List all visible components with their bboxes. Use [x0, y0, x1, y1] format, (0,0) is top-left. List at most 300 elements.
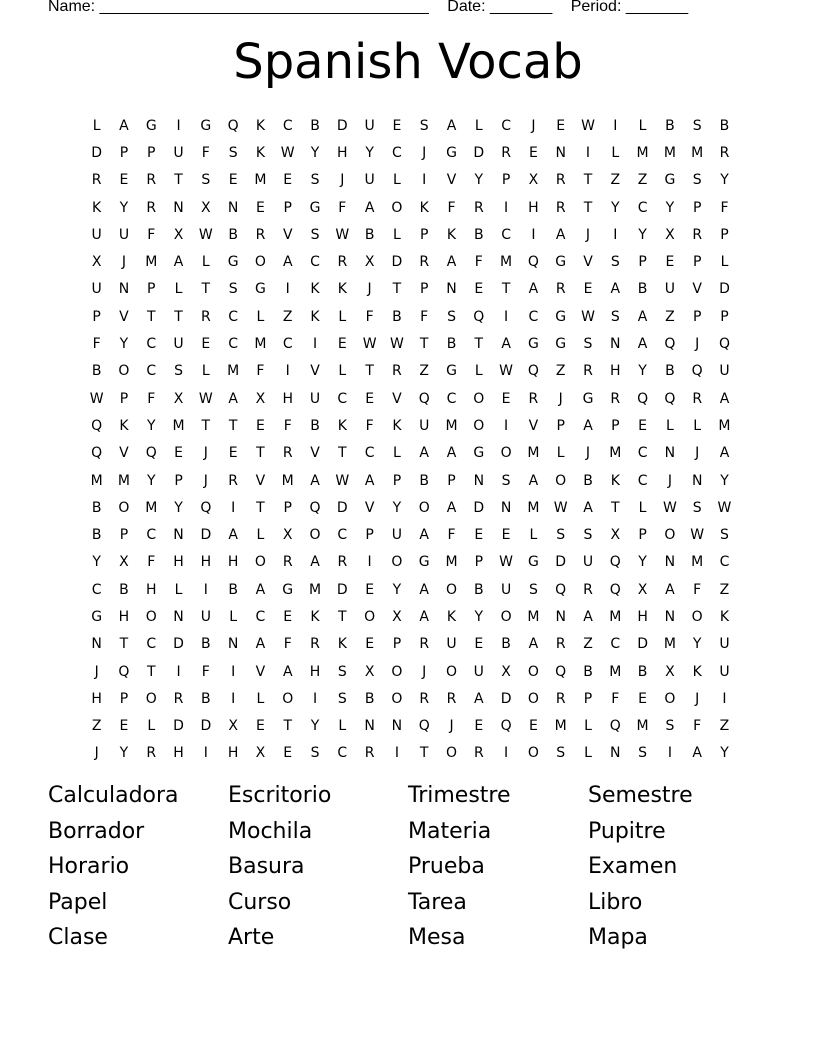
- grid-letter: M: [117, 472, 130, 489]
- grid-letter: X: [364, 254, 375, 271]
- grid-letter: C: [501, 117, 511, 134]
- grid-letter: G: [145, 117, 157, 134]
- grid-letter: X: [201, 199, 211, 216]
- grid-letter: J: [695, 336, 700, 353]
- grid-letter: G: [200, 117, 212, 134]
- grid-letter: C: [610, 636, 621, 653]
- grid-letter: S: [720, 527, 729, 544]
- grid-letter: F: [201, 663, 210, 680]
- grid-letter: P: [720, 308, 729, 325]
- grid-letter: Z: [555, 363, 566, 380]
- grid-letter: K: [692, 663, 702, 680]
- grid-letter: A: [528, 281, 539, 298]
- grid-letter: R: [146, 745, 157, 762]
- grid-letter: E: [365, 390, 375, 407]
- grid-letter: K: [446, 608, 457, 625]
- grid-letter: X: [665, 226, 675, 243]
- grid-letter: F: [447, 199, 456, 216]
- grid-letter: R: [282, 445, 293, 462]
- word-list-item: Curso: [228, 889, 292, 915]
- grid-letter: D: [336, 581, 348, 598]
- grid-letter: I: [504, 745, 509, 762]
- word-list-item: Papel: [48, 889, 108, 915]
- grid-letter: K: [255, 144, 266, 161]
- grid-letter: O: [555, 472, 567, 489]
- grid-letter: A: [419, 581, 429, 598]
- grid-letter: S: [310, 226, 320, 243]
- grid-letter: P: [174, 472, 183, 489]
- grid-letter: Y: [146, 472, 156, 489]
- grid-letter: W: [280, 144, 295, 161]
- grid-letter: P: [474, 554, 484, 571]
- grid-letter: N: [364, 718, 375, 735]
- grid-letter: L: [638, 499, 647, 516]
- grid-letter: O: [118, 499, 130, 516]
- grid-letter: V: [119, 445, 129, 462]
- grid-letter: C: [255, 608, 266, 625]
- grid-letter: R: [555, 636, 566, 653]
- grid-letter: R: [446, 690, 457, 707]
- grid-letter: A: [282, 663, 293, 680]
- grid-letter: I: [285, 281, 290, 298]
- grid-letter: L: [556, 445, 565, 462]
- grid-letter: B: [392, 308, 402, 325]
- grid-letter: A: [282, 254, 293, 271]
- grid-letter: H: [282, 390, 293, 407]
- grid-letter: Q: [227, 117, 239, 134]
- grid-letter: S: [228, 281, 238, 298]
- grid-letter: A: [501, 336, 511, 353]
- word-search-grid: [83, 112, 738, 767]
- grid-letter: F: [365, 308, 374, 325]
- grid-letter: B: [474, 226, 484, 243]
- grid-letter: U: [173, 144, 184, 161]
- grid-letter: N: [227, 199, 239, 216]
- grid-letter: U: [364, 117, 375, 134]
- grid-letter: C: [446, 390, 457, 407]
- grid-letter: H: [91, 690, 102, 707]
- grid-letter: R: [419, 690, 430, 707]
- grid-letter: D: [173, 636, 184, 653]
- grid-letter: F: [338, 199, 347, 216]
- grid-letter: Y: [720, 472, 729, 489]
- grid-letter: L: [338, 308, 347, 325]
- grid-letter: C: [337, 390, 348, 407]
- grid-letter: C: [146, 363, 157, 380]
- grid-letter: A: [419, 527, 429, 544]
- grid-letter: G: [664, 172, 676, 189]
- grid-letter: Y: [474, 172, 484, 189]
- grid-letter: X: [392, 608, 402, 625]
- grid-letter: I: [613, 117, 618, 134]
- grid-letter: K: [337, 636, 347, 653]
- grid-letter: P: [692, 254, 702, 271]
- grid-letter: A: [719, 390, 730, 407]
- grid-letter: N: [610, 336, 621, 353]
- grid-letter: F: [201, 144, 210, 161]
- grid-letter: A: [173, 254, 184, 271]
- grid-letter: L: [474, 117, 483, 134]
- grid-letter: X: [228, 718, 238, 735]
- grid-letter: N: [446, 281, 457, 298]
- grid-letter: S: [610, 308, 620, 325]
- grid-letter: M: [718, 417, 731, 434]
- grid-letter: N: [691, 472, 703, 489]
- grid-letter: B: [446, 336, 457, 353]
- grid-letter: A: [364, 199, 375, 216]
- grid-letter: H: [118, 608, 130, 625]
- grid-letter: G: [309, 199, 321, 216]
- grid-letter: O: [254, 254, 266, 271]
- grid-letter: Y: [720, 745, 729, 762]
- grid-letter: J: [667, 472, 672, 489]
- grid-letter: E: [365, 581, 375, 598]
- grid-letter: X: [637, 581, 648, 598]
- grid-letter: L: [393, 226, 401, 243]
- grid-letter: E: [337, 336, 347, 353]
- grid-letter: E: [228, 172, 238, 189]
- grid-letter: S: [310, 172, 320, 189]
- word-list-item: Calculadora: [48, 783, 179, 808]
- grid-letter: M: [500, 254, 513, 271]
- grid-letter: Y: [638, 363, 647, 380]
- grid-letter: E: [501, 390, 511, 407]
- grid-letter: S: [556, 527, 566, 544]
- grid-letter: O: [364, 608, 376, 625]
- grid-letter: A: [583, 499, 593, 516]
- word-list-item: Escritorio: [228, 783, 332, 808]
- grid-letter: H: [337, 144, 348, 161]
- grid-letter: F: [147, 554, 156, 571]
- word-list-item: Mochila: [228, 818, 313, 844]
- grid-letter: L: [338, 718, 347, 735]
- grid-letter: I: [312, 690, 318, 707]
- grid-letter: O: [118, 363, 130, 380]
- grid-letter: B: [474, 581, 484, 598]
- grid-letter: E: [201, 336, 211, 353]
- grid-letter: P: [119, 390, 129, 407]
- grid-letter: J: [422, 663, 427, 680]
- grid-letter: A: [310, 472, 320, 489]
- grid-letter: Q: [637, 390, 649, 407]
- grid-letter: J: [695, 445, 700, 462]
- grid-letter: H: [173, 745, 184, 762]
- grid-letter: Z: [719, 718, 730, 735]
- grid-letter: E: [556, 117, 566, 134]
- grid-letter: Q: [118, 663, 130, 680]
- grid-letter: A: [446, 445, 457, 462]
- grid-letter: M: [636, 718, 649, 735]
- grid-letter: K: [119, 417, 129, 434]
- grid-letter: I: [531, 226, 536, 243]
- grid-letter: P: [447, 472, 456, 489]
- grid-letter: R: [310, 636, 320, 653]
- word-list-item: Mapa: [588, 925, 648, 950]
- grid-letter: L: [147, 718, 156, 735]
- grid-letter: V: [583, 254, 593, 271]
- grid-letter: S: [692, 172, 702, 189]
- grid-letter: N: [391, 718, 403, 735]
- grid-letter: U: [309, 390, 321, 407]
- grid-letter: W: [499, 363, 514, 380]
- grid-letter: W: [362, 336, 377, 353]
- grid-letter: A: [228, 390, 238, 407]
- grid-letter: A: [719, 445, 730, 462]
- grid-letter: V: [446, 172, 457, 189]
- grid-letter: Z: [719, 581, 730, 598]
- grid-letter: W: [662, 499, 677, 516]
- grid-letter: P: [692, 308, 702, 325]
- grid-letter: E: [583, 281, 593, 298]
- grid-letter: M: [663, 144, 676, 161]
- grid-letter: W: [335, 226, 350, 243]
- grid-letter: G: [418, 554, 430, 571]
- grid-letter: F: [283, 417, 292, 434]
- grid-letter: P: [392, 472, 402, 489]
- grid-letter: B: [364, 226, 375, 243]
- grid-letter: H: [173, 554, 184, 571]
- grid-letter: R: [228, 472, 238, 489]
- grid-letter: L: [174, 581, 183, 598]
- grid-letter: Q: [200, 499, 212, 516]
- grid-letter: I: [504, 417, 509, 434]
- grid-letter: P: [720, 226, 729, 243]
- grid-letter: R: [91, 172, 102, 189]
- grid-letter: R: [419, 254, 430, 271]
- grid-letter: O: [664, 690, 676, 707]
- grid-letter: C: [364, 445, 375, 462]
- grid-letter: A: [637, 336, 648, 353]
- grid-letter: Z: [637, 172, 648, 189]
- grid-letter: B: [583, 663, 593, 680]
- grid-letter: P: [638, 527, 647, 544]
- grid-letter: Q: [309, 499, 321, 516]
- grid-letter: T: [256, 445, 265, 462]
- grid-letter: R: [528, 390, 539, 407]
- grid-letter: U: [419, 417, 430, 434]
- grid-letter: O: [282, 690, 294, 707]
- grid-letter: V: [528, 417, 539, 434]
- grid-letter: A: [665, 581, 675, 598]
- grid-letter: S: [337, 663, 347, 680]
- grid-letter: F: [147, 226, 156, 243]
- grid-letter: A: [446, 117, 457, 134]
- grid-letter: R: [419, 636, 430, 653]
- grid-letter: C: [637, 445, 648, 462]
- grid-letter: T: [201, 281, 211, 298]
- grid-letter: Y: [119, 745, 129, 762]
- grid-letter: T: [501, 281, 511, 298]
- grid-letter: G: [446, 144, 457, 161]
- grid-letter: S: [337, 690, 347, 707]
- grid-letter: N: [555, 608, 566, 625]
- grid-letter: N: [664, 608, 676, 625]
- grid-letter: V: [119, 308, 129, 325]
- grid-letter: G: [527, 554, 539, 571]
- grid-letter: O: [309, 527, 321, 544]
- grid-letter: X: [528, 172, 539, 189]
- grid-letter: B: [228, 581, 238, 598]
- grid-letter: B: [637, 281, 648, 298]
- grid-letter: R: [392, 363, 402, 380]
- grid-letter: C: [392, 144, 402, 161]
- grid-letter: W: [335, 472, 350, 489]
- grid-letter: E: [283, 172, 293, 189]
- grid-letter: O: [664, 527, 676, 544]
- grid-letter: B: [201, 636, 211, 653]
- grid-letter: O: [391, 554, 403, 571]
- grid-letter: E: [665, 254, 675, 271]
- grid-letter: A: [583, 417, 593, 434]
- grid-letter: Q: [609, 554, 621, 571]
- grid-letter: C: [146, 336, 157, 353]
- grid-letter: F: [474, 254, 483, 271]
- grid-letter: R: [255, 226, 266, 243]
- grid-letter: J: [94, 745, 99, 762]
- grid-letter: V: [364, 499, 375, 516]
- grid-letter: X: [665, 663, 675, 680]
- grid-letter: J: [94, 663, 99, 680]
- grid-letter: L: [584, 718, 592, 735]
- grid-letter: G: [555, 336, 567, 353]
- grid-letter: T: [365, 363, 374, 380]
- grid-letter: J: [121, 254, 127, 271]
- grid-letter: B: [583, 472, 593, 489]
- grid-letter: L: [474, 363, 483, 380]
- grid-letter: A: [446, 254, 457, 271]
- grid-letter: B: [665, 363, 675, 380]
- grid-letter: A: [419, 445, 429, 462]
- word-list-item: Trimestre: [408, 783, 511, 808]
- grid-letter: Y: [392, 581, 402, 598]
- date-field: Date: _______: [447, 0, 553, 15]
- grid-letter: L: [720, 254, 729, 271]
- grid-letter: U: [173, 336, 184, 353]
- grid-letter: G: [527, 336, 539, 353]
- grid-letter: E: [256, 199, 265, 216]
- grid-letter: M: [609, 445, 622, 462]
- grid-letter: L: [256, 308, 265, 325]
- grid-letter: C: [228, 336, 239, 353]
- grid-letter: X: [255, 390, 266, 407]
- grid-letter: G: [227, 254, 239, 271]
- grid-letter: Y: [146, 417, 156, 434]
- grid-letter: G: [446, 363, 457, 380]
- grid-letter: S: [665, 718, 675, 735]
- grid-letter: W: [581, 117, 595, 134]
- grid-letter: P: [419, 226, 429, 243]
- grid-letter: M: [663, 636, 676, 653]
- grid-letter: D: [719, 281, 730, 298]
- grid-letter: Y: [119, 199, 129, 216]
- grid-letter: V: [310, 445, 320, 462]
- grid-letter: N: [227, 636, 239, 653]
- grid-letter: I: [504, 308, 509, 325]
- grid-letter: N: [118, 281, 130, 298]
- word-list-item: Materia: [408, 818, 492, 844]
- grid-letter: O: [473, 390, 485, 407]
- grid-letter: E: [174, 445, 183, 462]
- grid-letter: P: [692, 199, 702, 216]
- grid-letter: D: [473, 144, 485, 161]
- grid-letter: T: [283, 718, 292, 735]
- word-list: [48, 778, 768, 956]
- grid-letter: I: [176, 117, 181, 134]
- grid-letter: B: [310, 117, 320, 134]
- word-list-item: Pupitre: [588, 818, 666, 844]
- grid-letter: O: [527, 663, 539, 680]
- grid-letter: I: [203, 581, 208, 598]
- grid-letter: U: [582, 554, 594, 571]
- grid-letter: P: [147, 144, 156, 161]
- grid-letter: L: [529, 527, 538, 544]
- grid-letter: N: [664, 554, 676, 571]
- grid-letter: S: [692, 117, 702, 134]
- grid-letter: V: [692, 281, 702, 298]
- word-list-item: Semestre: [588, 783, 693, 808]
- grid-letter: T: [338, 608, 347, 625]
- grid-letter: R: [337, 554, 348, 571]
- grid-letter: I: [312, 336, 318, 353]
- grid-letter: M: [691, 144, 704, 161]
- grid-letter: R: [583, 581, 593, 598]
- grid-letter: X: [282, 527, 293, 544]
- grid-letter: M: [554, 718, 567, 735]
- grid-letter: Q: [555, 663, 567, 680]
- grid-letter: U: [364, 172, 375, 189]
- word-list-item: Mesa: [408, 925, 466, 950]
- grid-letter: B: [364, 690, 375, 707]
- grid-letter: W: [389, 336, 404, 353]
- grid-letter: D: [336, 117, 348, 134]
- grid-letter: Q: [473, 308, 485, 325]
- grid-letter: A: [583, 608, 593, 625]
- grid-letter: D: [473, 499, 485, 516]
- grid-letter: D: [637, 636, 648, 653]
- grid-letter: K: [310, 281, 320, 298]
- grid-letter: F: [92, 336, 101, 353]
- grid-letter: N: [473, 472, 485, 489]
- grid-letter: Y: [665, 199, 675, 216]
- grid-letter: I: [285, 363, 290, 380]
- grid-letter: I: [504, 199, 509, 216]
- word-list-item: Arte: [228, 925, 275, 950]
- grid-letter: C: [637, 199, 648, 216]
- grid-letter: M: [145, 254, 158, 271]
- grid-letter: D: [200, 527, 212, 544]
- grid-letter: P: [638, 254, 647, 271]
- grid-letter: L: [665, 417, 674, 434]
- grid-letter: T: [338, 445, 347, 462]
- grid-letter: F: [256, 363, 265, 380]
- grid-letter: P: [392, 636, 402, 653]
- grid-letter: K: [610, 472, 620, 489]
- grid-letter: T: [392, 281, 402, 298]
- grid-letter: K: [392, 417, 402, 434]
- grid-letter: G: [555, 254, 567, 271]
- grid-letter: F: [693, 581, 702, 598]
- grid-letter: O: [691, 608, 703, 625]
- grid-letter: M: [691, 554, 704, 571]
- grid-letter: Q: [500, 718, 512, 735]
- grid-letter: Q: [91, 417, 103, 434]
- grid-letter: A: [637, 308, 648, 325]
- grid-letter: R: [364, 745, 375, 762]
- grid-letter: Y: [92, 554, 101, 571]
- grid-letter: S: [583, 336, 593, 353]
- grid-letter: X: [173, 390, 184, 407]
- grid-letter: U: [500, 581, 512, 598]
